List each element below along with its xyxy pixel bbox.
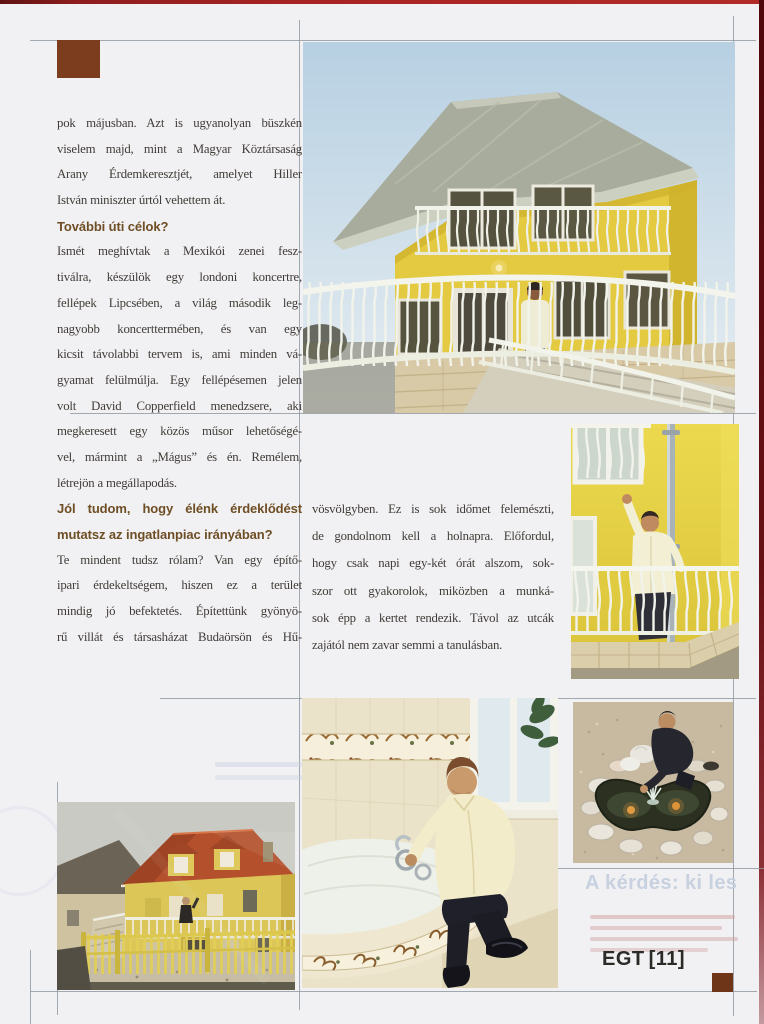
- accent-square-bottom: [712, 973, 733, 992]
- body-text-line: vösvölgyben. Ez is sok időmet felemészti,: [312, 502, 554, 516]
- body-text-line: létrejön a megállapodás.: [57, 475, 177, 490]
- body-text-line: de gondolnom kell a holnapra. Előfordul,: [312, 529, 554, 544]
- interview-question-line: Jól tudom, hogy élénk érdeklődést: [57, 501, 302, 517]
- body-text-line: hogy csak napi egy-két órát alszom, sok-: [312, 556, 554, 571]
- body-text-line: pok májusban. Azt is ugyanolyan büszkén: [57, 116, 302, 130]
- body-text-line: viselem majd, mint a Magyar Köztársaság: [57, 141, 302, 156]
- body-text-line: István miniszter úrtól vehettem át.: [57, 193, 226, 208]
- page-top-red-bar: [0, 0, 764, 4]
- article-column-left: [57, 111, 302, 650]
- tile-border-band: [302, 734, 474, 760]
- article-column-middle: [312, 496, 554, 659]
- body-text-line: Ismét meghívtak a Mexikói zenei fesz-: [57, 244, 302, 259]
- bleedthrough-circle: [0, 806, 64, 896]
- body-text-line: mindig jó befektetés. Építettünk gyönyö-: [57, 604, 302, 619]
- body-text-line: tiválra, készülök egy londoni koncertre,: [57, 270, 302, 285]
- body-text-line: ipari érdekeltségem, hiszen ez a terület: [57, 578, 302, 593]
- photo-garden-pond: [573, 702, 733, 863]
- photo-house-front: [57, 802, 295, 990]
- bleedthrough-headline: A kérdés: ki les: [585, 872, 738, 894]
- body-text-line: kicsit távolabbi tervem is, ami minden vá-: [57, 347, 302, 362]
- body-text-line: Arany Érdemkeresztjét, amelyet Hiller: [57, 167, 302, 182]
- body-text-line: nagyobb koncerttermében, és van egy: [57, 321, 302, 336]
- photo-bathtub: [302, 698, 558, 988]
- body-text-line: volt David Copperfield menedzsere, aki: [57, 398, 302, 413]
- body-text-line: szor ott gyakorolok, miközben a munká-: [312, 583, 554, 598]
- body-text-line: megkeresett egy közös műsor lehetőségé-: [57, 424, 302, 439]
- bleedthrough-line: [590, 937, 738, 941]
- page-footer: [602, 948, 689, 971]
- body-text-line: vel, mármint a „Mágus” és én. Remélem,: [57, 449, 302, 464]
- window: [571, 424, 651, 482]
- body-text-line: zajától nem zavar semmi a tanulásban.: [312, 637, 503, 652]
- body-text-line: gyamat felülmúlja. Egy fellépésemen jelen: [57, 372, 302, 387]
- registration-line: [30, 40, 756, 41]
- body-text-line: Te mindent tudsz rólam? Van egy építő-: [57, 552, 302, 567]
- photo-villa-exterior: [303, 42, 735, 413]
- registration-line: [30, 950, 31, 1024]
- accent-square-top: [57, 40, 100, 78]
- interview-question-line: mutatsz az ingatlanpiac irányában?: [57, 527, 273, 542]
- page-right-edge: [759, 0, 764, 1024]
- bleedthrough-line: [590, 926, 722, 930]
- body-text-line: sok épp a kertet rendezik. Távol az utcák: [312, 610, 554, 625]
- photo-balcony-wave: [571, 424, 739, 679]
- interview-question-line: További úti célok?: [57, 218, 169, 234]
- registration-line: [30, 991, 757, 992]
- body-text-line: rű villát és társasházat Budaörsön és Hű-: [57, 629, 302, 644]
- body-text-line: fellépek Lipcsében, a világ második leg-: [57, 295, 302, 310]
- magazine-name: EGT: [602, 948, 645, 970]
- bleedthrough-line: [590, 915, 735, 919]
- page-number: [11]: [648, 948, 686, 970]
